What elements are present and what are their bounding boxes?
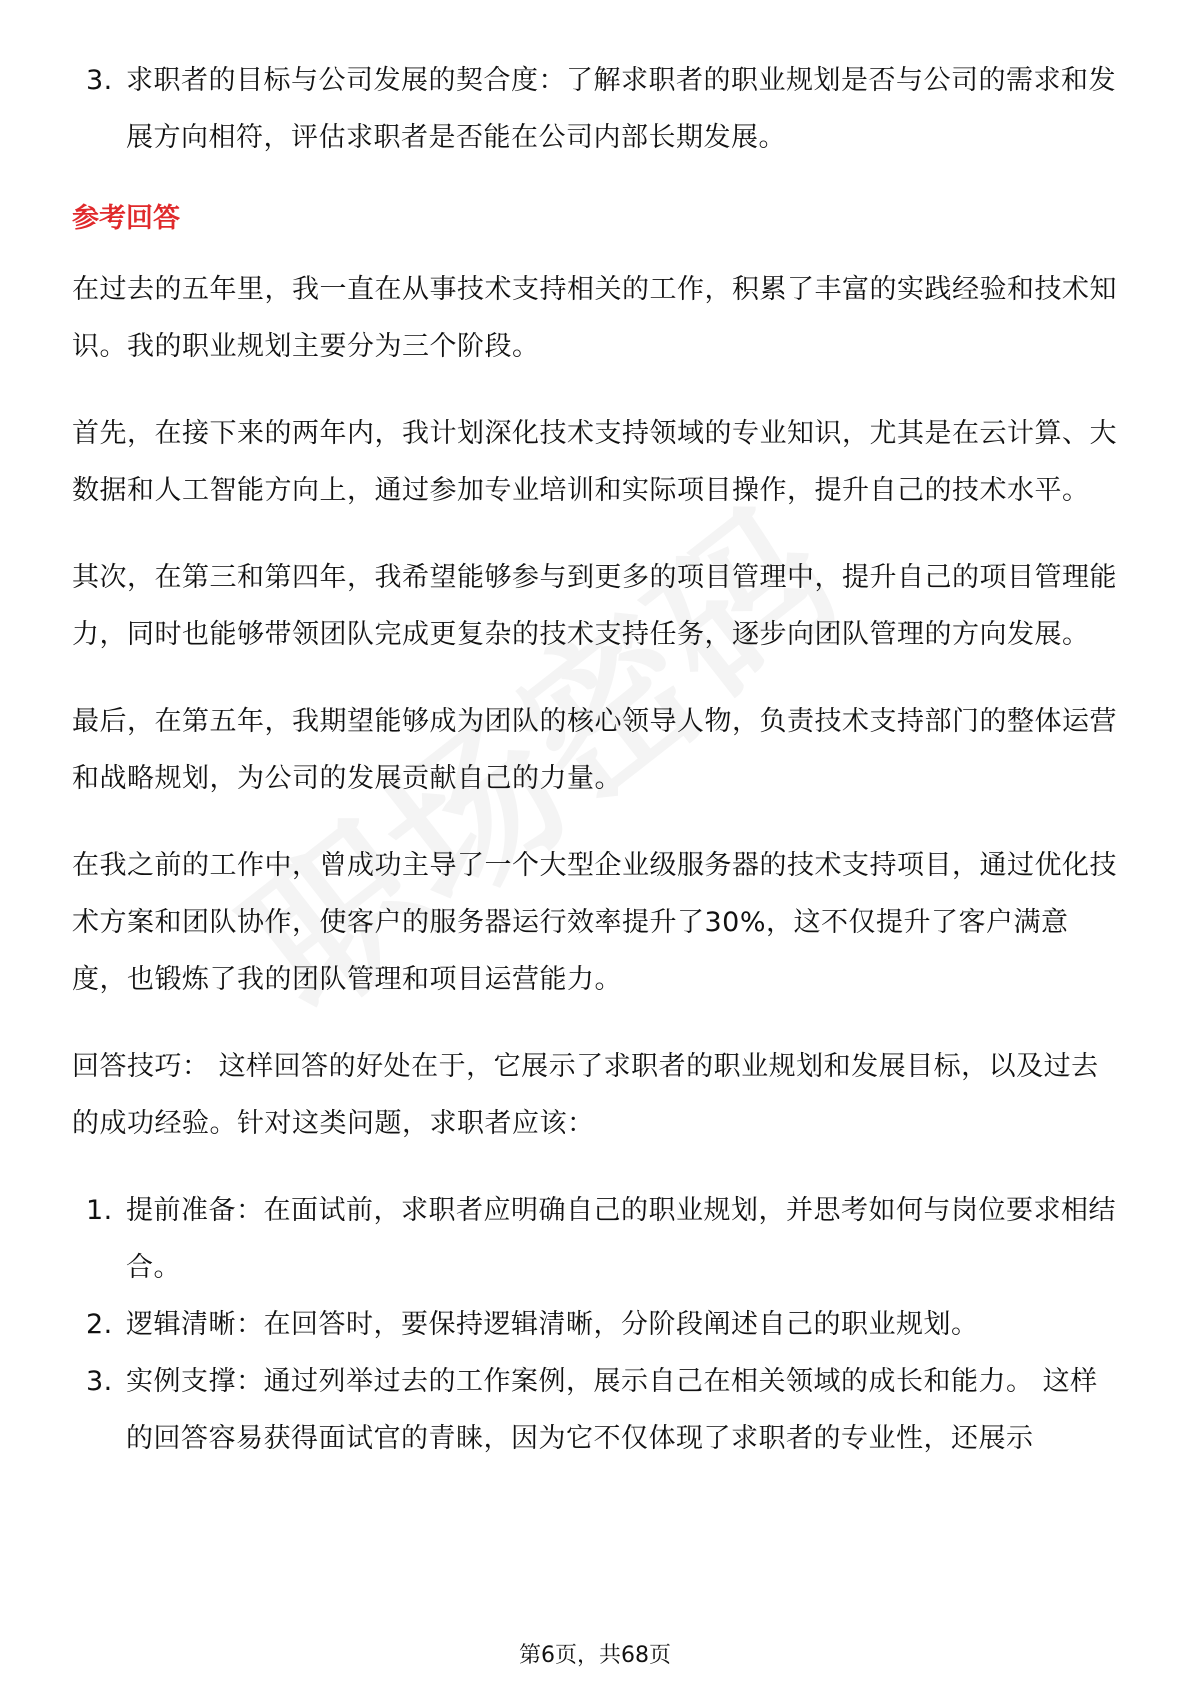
page-number-footer: 第6页，共68页 — [519, 1643, 671, 1668]
list-item-text: 实例支撑：通过列举过去的工作案例，展示自己在相关领域的成长和能力。 这样的回答容易获得面试官的青睐，因为它不仅体现了求职者的专业性，还展示 — [126, 1366, 1098, 1454]
tips-list — [72, 1182, 1122, 1467]
list-item-text: 提前准备：在面试前，求职者应明确自己的职业规划，并思考如何与岗位要求相结合。 — [126, 1195, 1116, 1283]
section-heading: 参考回答 — [72, 203, 180, 234]
answer-tips-intro: 回答技巧： 这样回答的好处在于，它展示了求职者的职业规划和发展目标，以及过去的成功经验。针对这类问题，求职者应该： — [72, 1051, 1099, 1139]
list-item — [72, 1182, 1122, 1296]
paragraph: 其次，在第三和第四年，我希望能够参与到更多的项目管理中，提升自己的项目管理能力，同时也能够带领团队完成更复杂的技术支持任务，逐步向团队管理的方向发展。 — [72, 562, 1117, 650]
evaluation-criteria-list — [72, 52, 1122, 166]
list-item — [72, 1296, 1122, 1353]
list-item-number: 3. — [86, 1366, 113, 1397]
list-item-text: 求职者的目标与公司发展的契合度：了解求职者的职业规划是否与公司的需求和发展方向相符，评估求职者是否能在公司内部长期发展。 — [126, 65, 1116, 153]
page-content — [72, 52, 1122, 1491]
paragraph: 在过去的五年里，我一直在从事技术支持相关的工作，积累了丰富的实践经验和技术知识。我的职业规划主要分为三个阶段。 — [72, 274, 1117, 362]
list-item-text: 逻辑清晰：在回答时，要保持逻辑清晰，分阶段阐述自己的职业规划。 — [126, 1309, 979, 1340]
list-item — [72, 1353, 1122, 1467]
list-item — [72, 52, 1122, 166]
paragraph: 在我之前的工作中，曾成功主导了一个大型企业级服务器的技术支持项目，通过优化技术方案和团队协作，使客户的服务器运行效率提升了30%，这不仅提升了客户满意度，也锻炼了我的团队管理和项目运营能力。 — [72, 850, 1117, 995]
list-item-number: 3. — [86, 65, 113, 96]
paragraph: 首先，在接下来的两年内，我计划深化技术支持领域的专业知识，尤其是在云计算、大数据和人工智能方向上，通过参加专业培训和实际项目操作，提升自己的技术水平。 — [72, 418, 1117, 506]
list-item-number: 2. — [86, 1309, 113, 1340]
list-item-number: 1. — [86, 1195, 113, 1226]
paragraph: 最后，在第五年，我期望能够成为团队的核心领导人物，负责技术支持部门的整体运营和战略规划，为公司的发展贡献自己的力量。 — [72, 706, 1117, 794]
